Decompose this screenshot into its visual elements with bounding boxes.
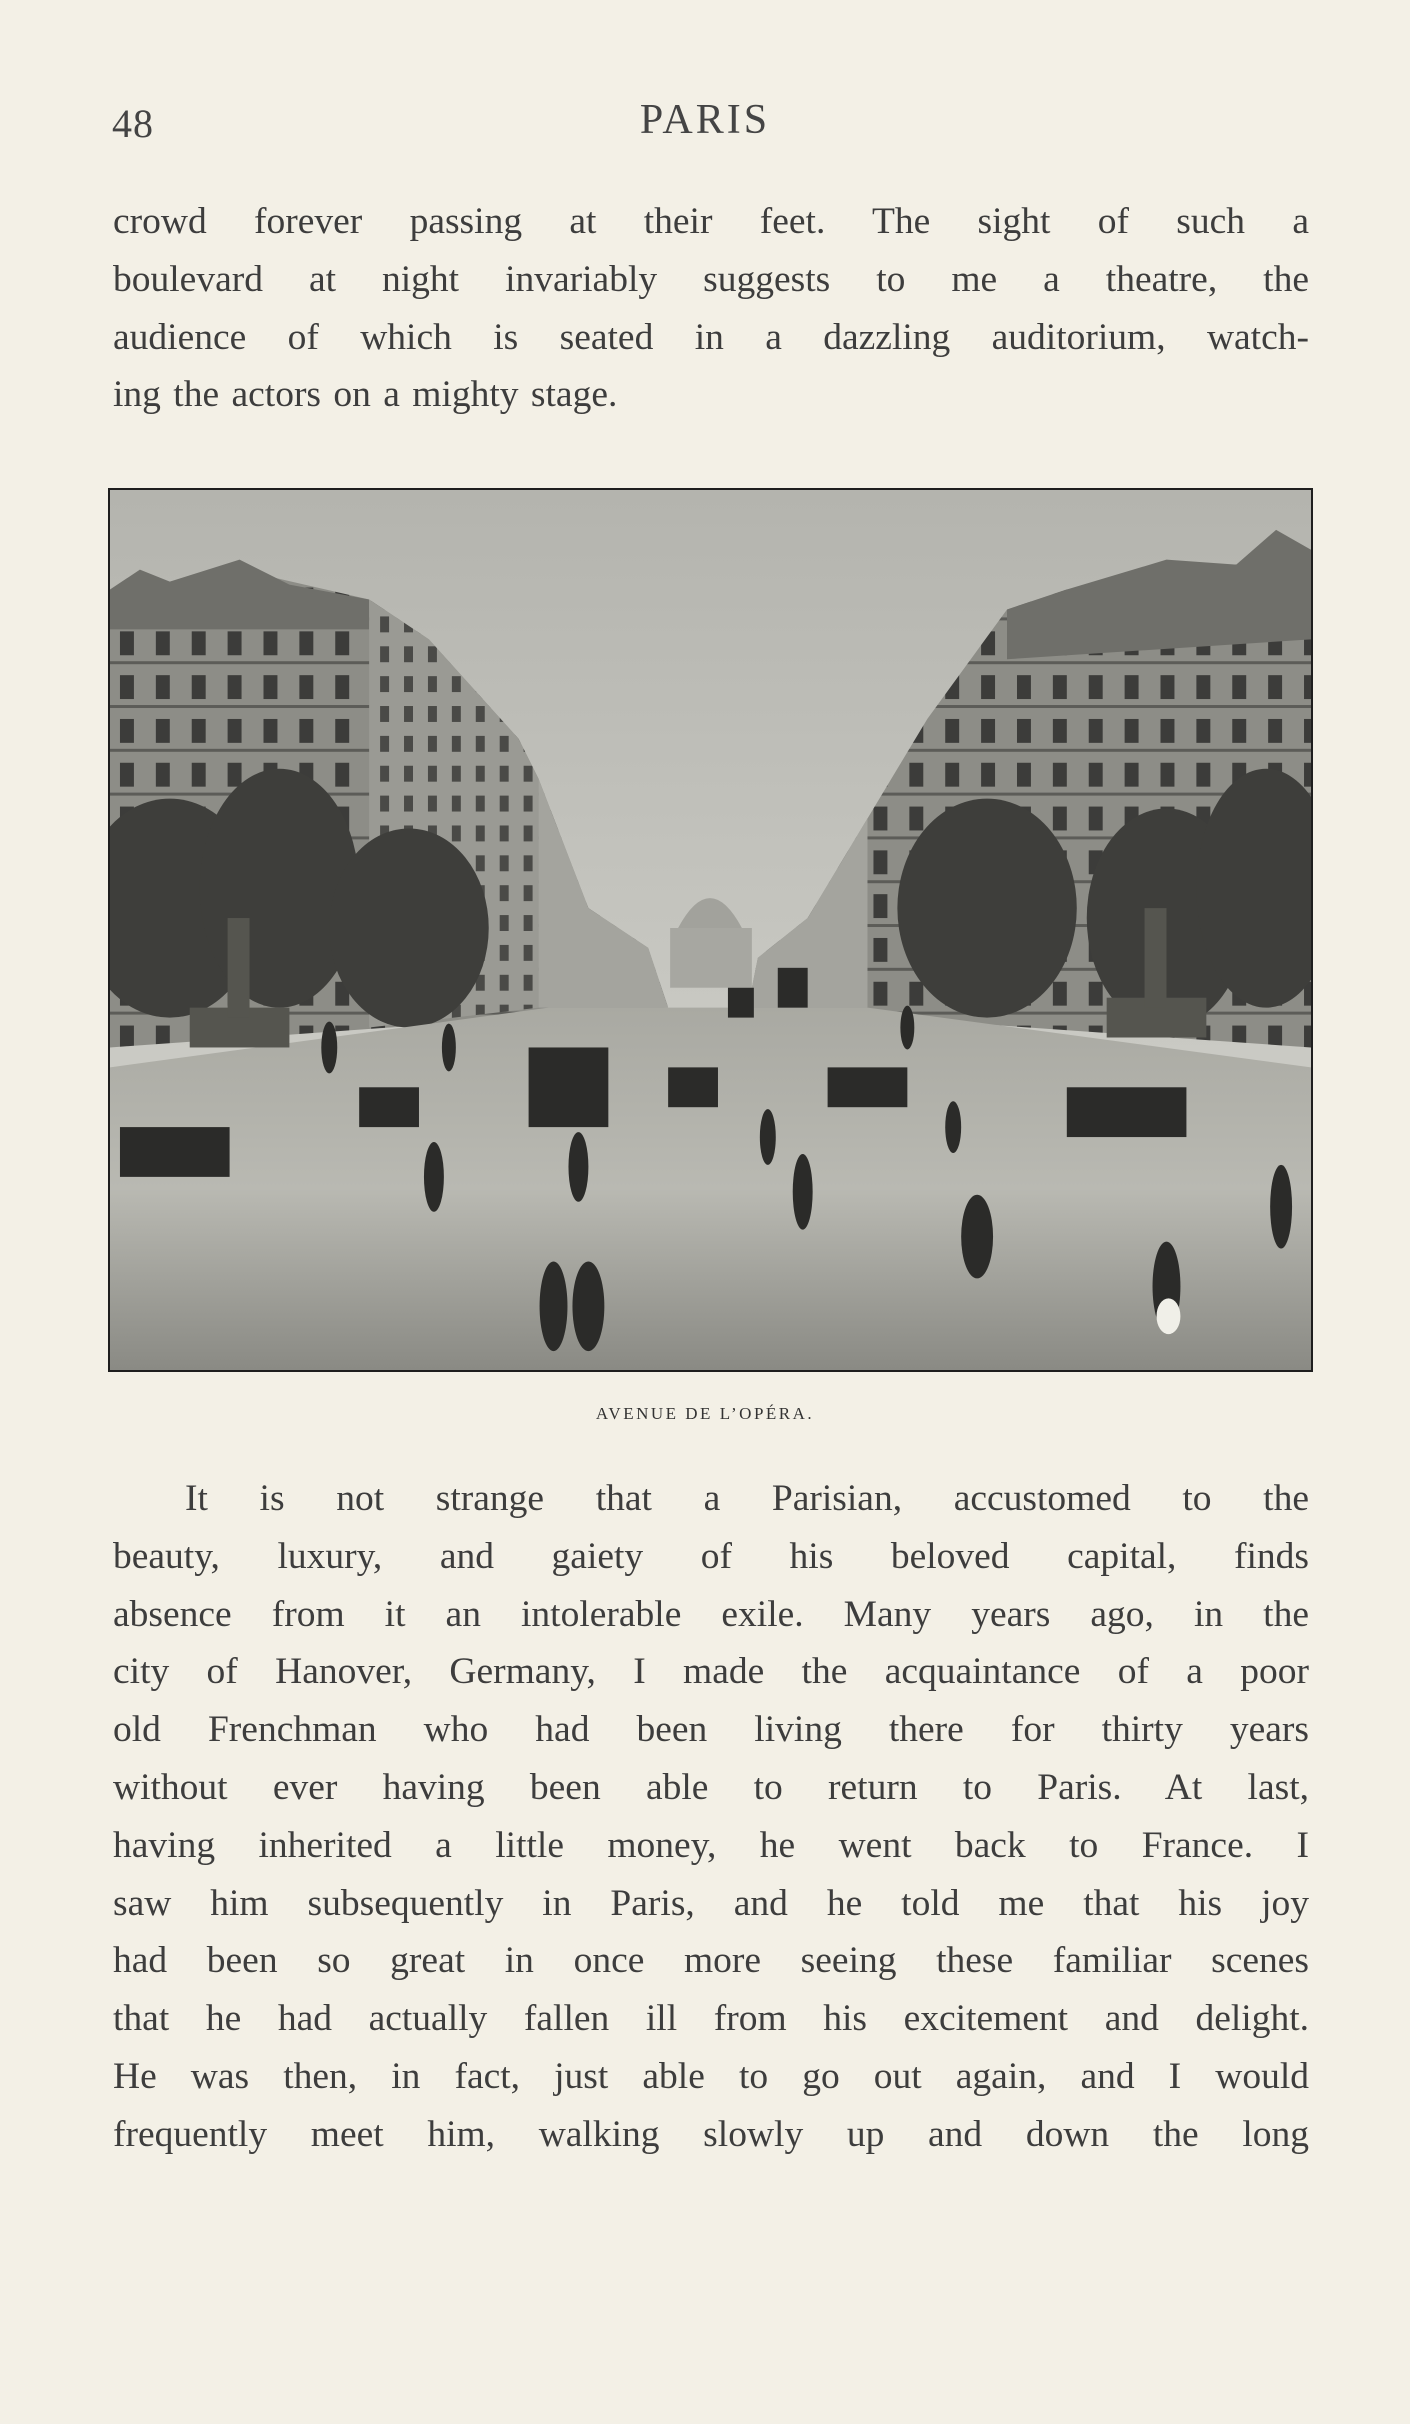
figure-image: [108, 488, 1313, 1372]
text-line: It is not strange that a Parisian, accustomed to the: [185, 1478, 1309, 1519]
text-line: city of Hanover, Germany, I made the acquaintance of a poor: [113, 1651, 1309, 1693]
text-line: boulevard at night invariably suggests to me a theatre, the: [113, 258, 1309, 300]
text-line: without ever having been able to return to Paris. At last,: [113, 1766, 1309, 1808]
text-line: He was then, in fact, just able to go out again, and I would: [113, 2055, 1309, 2097]
text-line: absence from it an intolerable exile. Many years ago, in the: [113, 1593, 1309, 1635]
text-line: old Frenchman who had been living there for thirty years: [113, 1709, 1309, 1751]
street-scene-illustration: [110, 490, 1311, 1370]
text-line: frequently meet him, walking slowly up and down the long: [113, 2113, 1309, 2155]
figure-caption: AVENUE DE L’OPÉRA.: [595, 1404, 815, 1423]
text-line: beauty, luxury, and gaiety of his beloved capital, finds: [113, 1535, 1309, 1577]
text-line: saw him subsequently in Paris, and he told me that his joy: [113, 1882, 1309, 1924]
paragraph: [113, 1470, 1309, 2164]
text-line: ing the actors on a mighty stage.: [113, 374, 618, 416]
text-line: that he had actually fallen ill from his excitement and delight.: [113, 1998, 1309, 2040]
text-line: had been so great in once more seeing these familiar scenes: [113, 1940, 1309, 1982]
page-number: 48: [112, 101, 154, 146]
text-line: having inherited a little money, he went back to France. I: [113, 1824, 1309, 1866]
running-head: PARIS: [639, 97, 771, 143]
text-line: crowd forever passing at their feet. The sight of such a: [113, 201, 1309, 242]
paragraph-continued: [113, 193, 1309, 424]
text-line: audience of which is seated in a dazzling auditorium, watch-: [113, 316, 1309, 358]
